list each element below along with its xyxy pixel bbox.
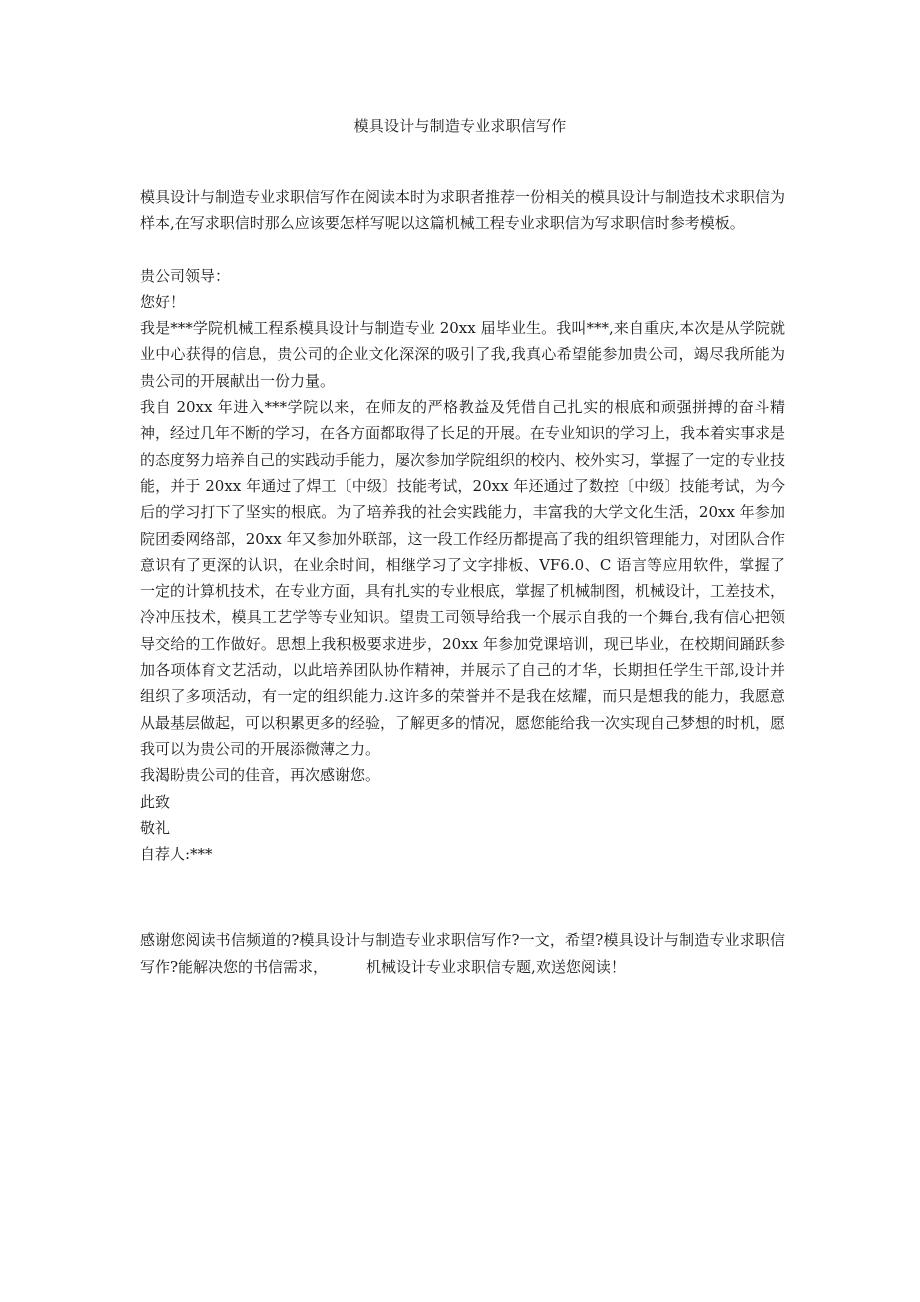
footer-note: [140, 927, 785, 980]
salutation: 贵公司领导：: [140, 266, 231, 285]
closing-line-1: 此致: [140, 792, 171, 811]
footer-link-text: 机械设计专业求职信专题,欢送您阅读！: [366, 957, 626, 976]
document-title: 模具设计与制造专业求职信写作: [353, 117, 567, 135]
document-body: [140, 184, 785, 980]
intro-paragraph: 模具设计与制造专业求职信写作在阅读本时为求职者推荐一份相关的模具设计与制造技术求职信为样本,在写求职信时那么应该要怎样写呢以这篇机械工程专业求职信为写求职信时参考模板。: [140, 188, 786, 233]
closing-line-2: 敬礼: [140, 818, 171, 837]
spacer: [140, 237, 785, 263]
spacer: [140, 867, 785, 927]
body-paragraph-2: 我自 20xx 年进入***学院以来，在师友的严格教益及凭借自己扎实的根底和顽强拼搏的奋斗精神，经过几年不断的学习，在各方面都取得了长足的开展。在专业知识的学习上，我本着实事求是的态度努力培养自己的实践动手能力，屡次参加学院组织的校内、校外实习，掌握了一定的专业技能，并于 20xx 年通过了焊工〔中级〕技能考试，20xx 年还通过了数控〔中级〕技能考试，为今后的学习打下了坚实的根底。为了培养我的社会实践能力，丰富我的大学文化生活，20xx 年参加院团委网络部，20xx 年又参加外联部，这一段工作经历都提高了我的组织管理能力，对团队合作意识有了更深的认识，在业余时间，相继学习了文字排板、VF6.0、C 语言等应用软件，掌握了一定的计算机技术，在专业方面，具有扎实的专业根底，掌握了机械制图，机械设计，工差技术，冷冲压技术，模具工艺学等专业知识。望贵工司领导给我一个展示自我的一个舞台,我有信心把领导交给的工作做好。思想上我积极要求进步，20xx 年参加党课培训，现已毕业，在校期间踊跃参加各项体育文艺活动，以此培养团队协作精神，并展示了自己的才华，长期担任学生干部,设计并组织了多项活动，有一定的组织能力.这许多的荣誉并不是我在炫耀，而只是想我的能力，我愿意从最基层做起，可以积累更多的经验，了解更多的情况，愿您能给我一次实现自己梦想的时机，愿我可以为贵公司的开展添微薄之力。: [140, 398, 786, 758]
body-paragraph-3: 我渴盼贵公司的佳音，再次感谢您。: [140, 766, 381, 785]
body-paragraph-1: 我是***学院机械工程系模具设计与制造专业 20xx 届毕业生。我叫***,来自重庆,本次是从学院就业中心获得的信息，贵公司的企业文化深深的吸引了我,我真心希望能参加贵公司，竭尽我所能为贵公司的开展献出一份力量。: [140, 319, 785, 390]
greeting: 您好！: [140, 292, 186, 311]
footer-note-text: 感谢您阅读书信频道的?模具设计与制造专业求职信写作?一文，希望?模具设计与制造专业求职信写作?能解决您的书信需求，: [140, 931, 785, 976]
signature: 自荐人:***: [140, 845, 213, 864]
